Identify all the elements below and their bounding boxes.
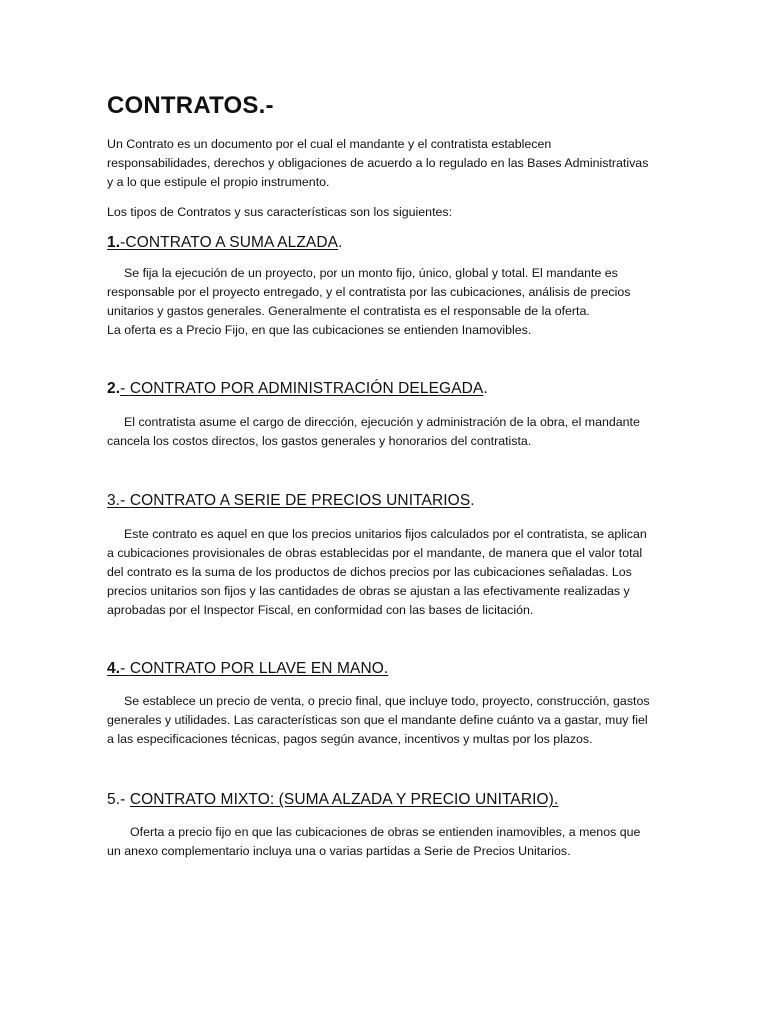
section-1-body (107, 264, 667, 340)
body-line: El contratista asume el cargo de dirección, ejecución y administración de la obra, el mandante (124, 415, 640, 429)
section-number: 4. (107, 660, 121, 677)
body-line: a las especificaciones técnicas, pagos según avance, incentivos y multas por los plazos. (107, 732, 593, 746)
intro-line: y a lo que estipule el propio instrumento. (107, 175, 330, 189)
section-dash: - (120, 791, 130, 808)
section-1-heading (107, 234, 342, 252)
section-number: 2. (107, 380, 121, 397)
section-2-heading (107, 380, 488, 398)
body-line: Se fija la ejecución de un proyecto, por un monto fijo, único, global y total. El mandante es (124, 266, 618, 280)
section-4-heading (107, 660, 388, 678)
body-line: Este contrato es aquel en que los precios unitarios fijos calculados por el contratista, se aplican (124, 527, 647, 541)
section-title-tail: . (483, 380, 488, 397)
section-title-tail: . (338, 234, 343, 251)
section-number: 3. (107, 492, 121, 509)
section-2-body (107, 413, 667, 451)
section-5-body (107, 823, 667, 861)
body-line: del contrato es la suma de los productos de dichos precios por las cubicaciones señaladas. Los (107, 565, 632, 579)
section-title: CONTRATO A SERIE DE PRECIOS UNITARIOS (129, 492, 471, 509)
section-dash: - (120, 660, 130, 677)
section-dash: - (120, 380, 130, 397)
document-title: CONTRATOS.- (107, 92, 274, 119)
section-title: CONTRATO POR LLAVE EN MANO. (129, 660, 389, 677)
body-line: aprobadas por el Inspector Fiscal, en conformidad con las bases de licitación. (107, 603, 534, 617)
section-3-body (107, 525, 667, 620)
section-4-body (107, 692, 667, 749)
body-line: Oferta a precio fijo en que las cubicaciones de obras se entienden inamovibles, a menos que (130, 825, 641, 839)
body-line: Se establece un precio de venta, o precio final, que incluye todo, proyecto, construcción, gastos (124, 694, 650, 708)
section-title: CONTRATO POR ADMINISTRACIÓN DELEGADA (129, 380, 484, 397)
body-line: unitarios y gastos generales. Generalmente el contratista es el responsable de la oferta. (107, 304, 590, 318)
body-line: a cubicaciones provisionales de obras establecidas por el mandante, de manera que el valor total (107, 546, 643, 560)
section-title-tail: . (470, 492, 475, 509)
section-number: 5. (107, 791, 121, 808)
body-line: responsable por el proyecto entregado, y el contratista por las cubicaciones, análisis de precios (107, 285, 631, 299)
body-line: generales y utilidades. Las características son que el mandante define cuánto va a gastar, muy fiel (107, 713, 648, 727)
section-number: 1. (107, 234, 121, 251)
section-5-heading (107, 791, 558, 809)
body-line: cancela los costos directos, los gastos generales y honorarios del contratista. (107, 434, 532, 448)
body-line: un anexo complementario incluya una o varias partidas a Serie de Precios Unitarios. (107, 844, 571, 858)
intro-line: responsabilidades, derechos y obligaciones de acuerdo a lo regulado en las Bases Administrativas (107, 156, 649, 170)
section-dash: - (120, 492, 130, 509)
types-intro-line: Los tipos de Contratos y sus características son los siguientes: (107, 205, 453, 219)
section-title: CONTRATO A SUMA ALZADA (125, 234, 339, 251)
section-3-heading (107, 492, 475, 510)
body-line: precios unitarios son fijos y las cantidades de obras se ajustan a las efectivamente realizadas y (107, 584, 630, 598)
intro-line: Un Contrato es un documento por el cual el mandante y el contratista establecen (107, 137, 552, 151)
intro-paragraph (107, 135, 667, 192)
section-dash: - (120, 234, 126, 251)
body-line: La oferta es a Precio Fijo, en que las cubicaciones se entienden Inamovibles. (107, 323, 532, 337)
section-title: CONTRATO MIXTO: (SUMA ALZADA Y PRECIO UNITARIO). (129, 791, 559, 808)
